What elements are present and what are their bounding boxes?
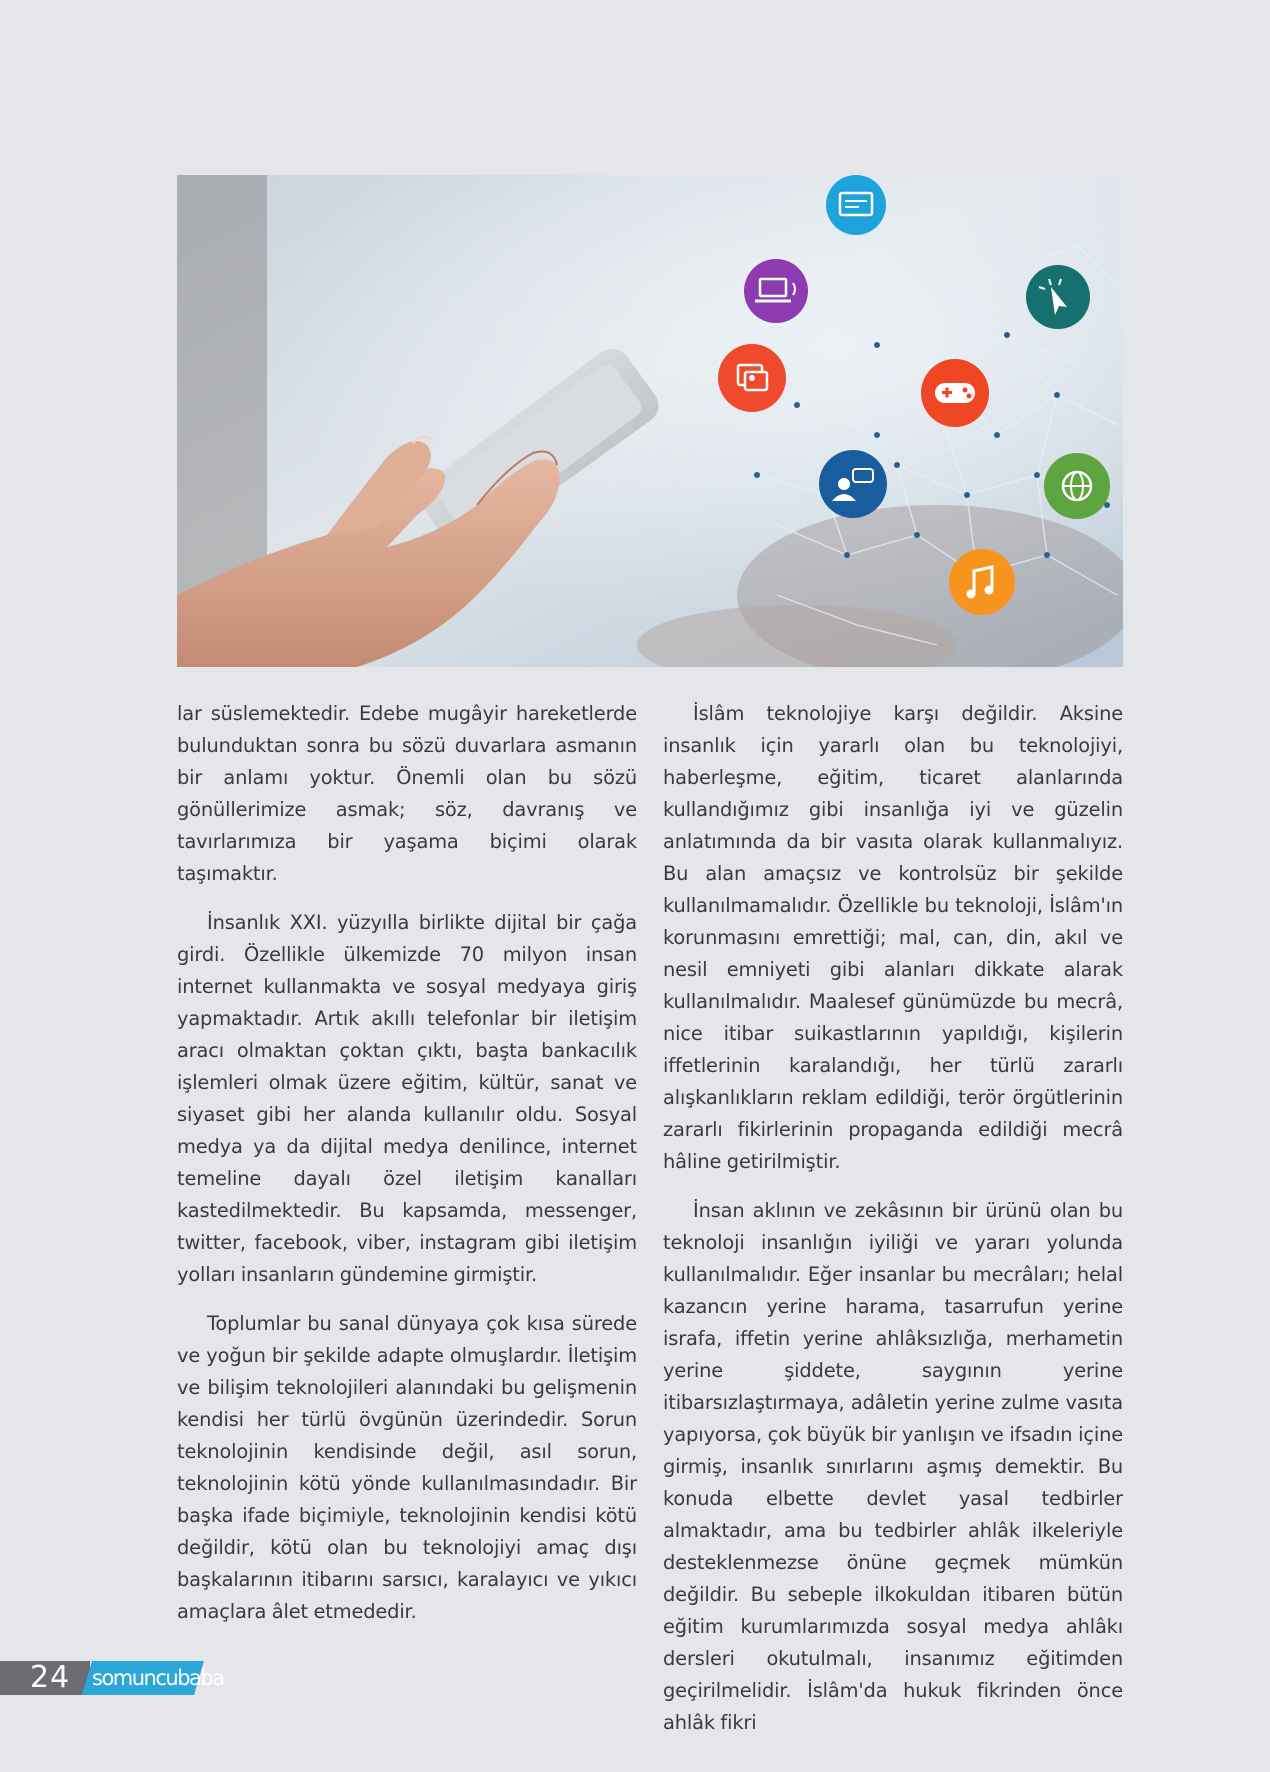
globe-icon [1044,453,1110,519]
hero-image [177,175,1123,667]
cursor-click-icon [1026,265,1090,329]
gamepad-icon [921,359,989,427]
page-number: 24 [30,1660,71,1695]
paragraph: lar süslemektedir. Edebe mugâyir hareketlerde bulunduktan sonra bu sözü duvarlara asmanın bir anlamı yoktur. Önemli olan bu sözü gönüllerimize asmak; söz, davranış ve tavırlarımıza bir yaşama biçimi olarak taşımaktır. [177,702,637,885]
paragraph: Toplumlar bu sanal dünyaya çok kısa sürede ve yoğun bir şekilde adapte olmuşlardır. İletişim ve bilişim teknolojileri alanındaki bu gelişmenin kendisi her türlü övgünün üzerindedir. Sorun teknolojinin kendisinde değil, asıl sorun, teknolojinin kötü yönde kullanılmasındadır. Bir başka ifade biçimiyle, teknolojinin kendisi kötü değildir, kötü olan bu teknolojiyi amaç dışı başkalarının itibarını sarsıcı, karalayıcı ve yıkıcı amaçlara âlet etmededir. [177,1312,637,1623]
laptop-icon [744,259,808,323]
paragraph: İnsanlık XXI. yüzyılla birlikte dijital bir çağa girdi. Özellikle ülkemizde 70 milyon insan internet kullanmakta ve sosyal medyaya giriş yapmaktadır. Artık akıllı telefonlar bir iletişim aracı olmaktan çoktan çıktı, başta bankacılık işlemleri olmak üzere eğitim, kültür, sanat ve siyaset gibi her alanda kullanılır oldu. Sosyal medya ya da dijital medya denilince, internet temeline dayalı özel iletişim kanalları kastedilmektedir. Bu kapsamda, messenger, twitter, facebook, viber, instagram gibi iletişim yolları insanların gündemine girmiştir. [177,911,637,1286]
magazine-name: somuncubaba [92,1666,224,1690]
music-note-icon [949,549,1015,615]
news-icon [826,175,886,235]
paragraph: İnsan aklının ve zekâsının bir ürünü olan bu teknoloji insanlığın iyiliği ve yararı yolunda kullanılmalıdır. Eğer insanlar bu mecrâları; helal kazancın yerine harama, tasarrufun yerine israfa, iffetin yerine ahlâksızlığa, merhametin yerine şiddete, saygının yerine itibarsızlaştırmaya, adâletin yerine zulme vasıta yapıyorsa, çok büyük bir yanlışın ve ifsadın içine girmiş, insanlık sınırlarını aşmış demektir. Bu konuda elbette devlet yasal tedbirler almaktadır, ama bu tedbirler ahlâk ilkeleriyle desteklenmezse önüne geçmek mümkün değildir. Bu sebeple ilkokuldan itibaren bütün eğitim kurumlarımızda sosyal medya ahlâkı dersleri okutulmalı, insanımız eğitimden geçirilmelidir. İslâm'da hukuk fikrinden önce ahlâk fikri [663,1199,1123,1734]
photos-icon [718,344,786,412]
paragraph: İslâm teknolojiye karşı değildir. Aksine insanlık için yararlı olan bu teknolojiyi, haberleşme, eğitim, ticaret alanlarında kullandığımız gibi insanlığa iyi ve güzelin anlatımında da bir vasıta olarak kullanmalıyız. Bu alan amaçsız ve kontrolsüz bir şekilde kullanılmamalıdır. Özellikle bu teknoloji, İslâm'ın korunmasını emrettiği; mal, can, din, akıl ve nesil emniyeti gibi alanları dikkate alarak kullanılmalıdır. Maalesef günümüzde bu mecrâ, nice itibar suikastlarının yapıldığı, kişilerin iffetlerinin karalandığı, her türlü zararlı alışkanlıkların reklam edildiği, terör örgütlerinin zararlı fikirlerinin propaganda edildiği mecrâ hâline getirilmiştir. [663,702,1123,1173]
chat-user-icon [819,450,887,518]
article-column-right [663,698,1123,1756]
article-column-left [177,698,637,1645]
